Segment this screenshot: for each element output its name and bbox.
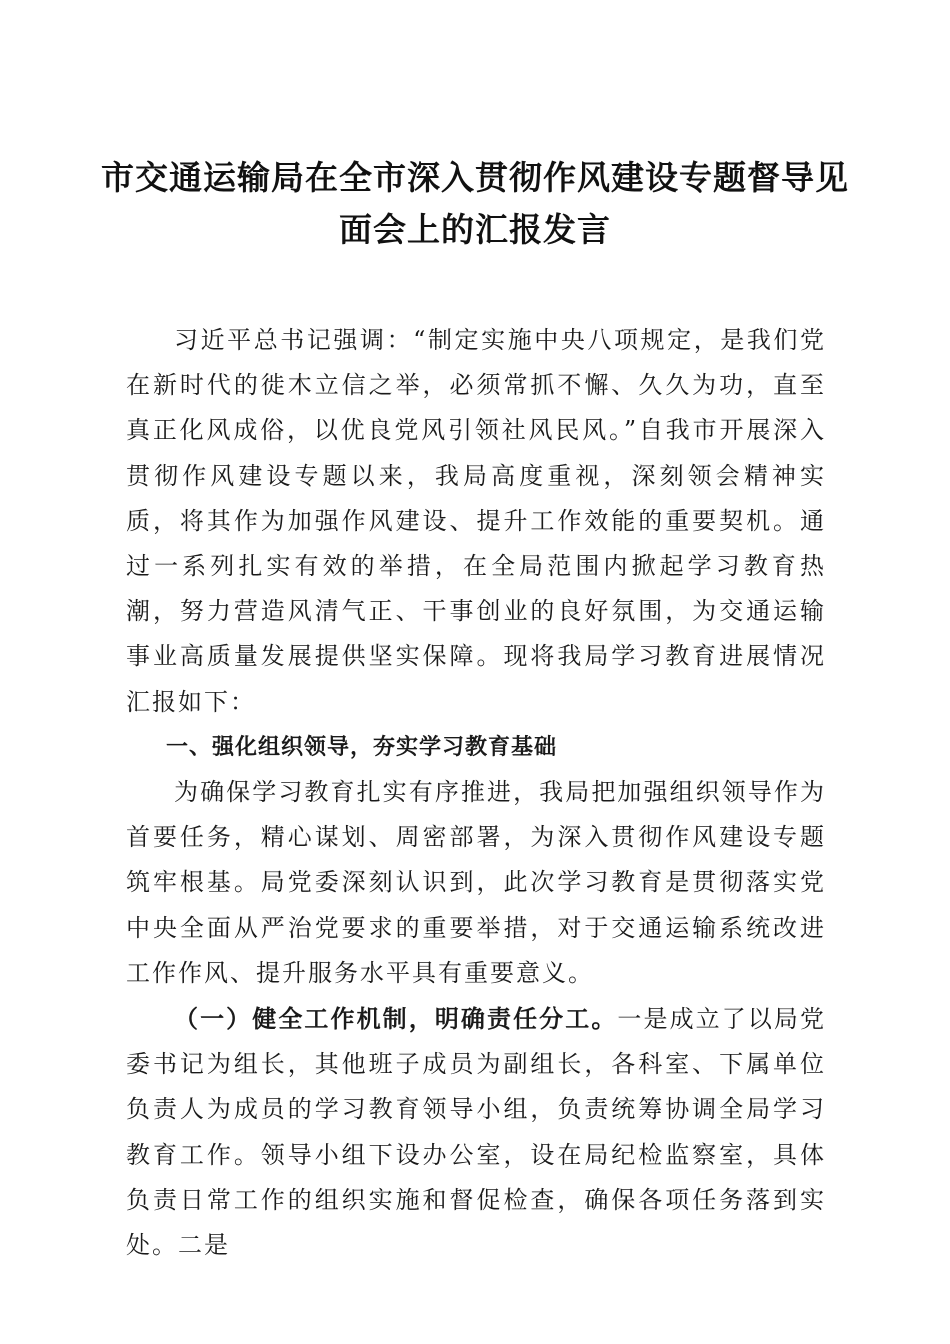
intro-paragraph: 习近平总书记强调：“制定实施中央八项规定，是我们党在新时代的徙木立信之举，必须常抓不懈、久久为功，直至真正化风成俗，以优良党风引领社风民风。”自我市开展深入贯彻作风建设专题以来，我局高度重视，深刻领会精神实质，将其作为加强作风建设、提升工作效能的重要契机。通过一系列扎实有效的举措，在全局范围内掀起学习教育热潮，努力营造风清气正、干事创业的良好氛围，为交通运输事业高质量发展提供坚实保障。现将我局学习教育进展情况汇报如下： (126, 326, 826, 716)
subsection-1-text: 一是成立了以局党委书记为组长，其他班子成员为副组长，各科室、下属单位负责人为成员的学习教育领导小组，负责统筹协调全局学习教育工作。领导小组下设办公室，设在局纪检监察室，具体负责日常工作的组织实施和督促检查，确保各项任务落到实处。二是 (126, 1005, 827, 1260)
document-title: 市交通运输局在全市深入贯彻作风建设专题督导见面会上的汇报发言 (101, 158, 849, 249)
section-1-heading: 一、强化组织领导，夯实学习教育基础 (166, 734, 558, 760)
subsection-1-lead: （一）健全工作机制，明确责任分工。 (174, 1004, 618, 1034)
document-body (126, 318, 826, 1268)
section-1-paragraph: 为确保学习教育扎实有序推进，我局把加强组织领导作为首要任务，精心谋划、周密部署，为深入贯彻作风建设专题筑牢根基。局党委深刻认识到，此次学习教育是贯彻落实党中央全面从严治党要求的重要举措，对于交通运输系统改进工作作风、提升服务水平具有重要意义。 (126, 778, 826, 987)
subsection-1-paragraph (126, 996, 826, 1268)
